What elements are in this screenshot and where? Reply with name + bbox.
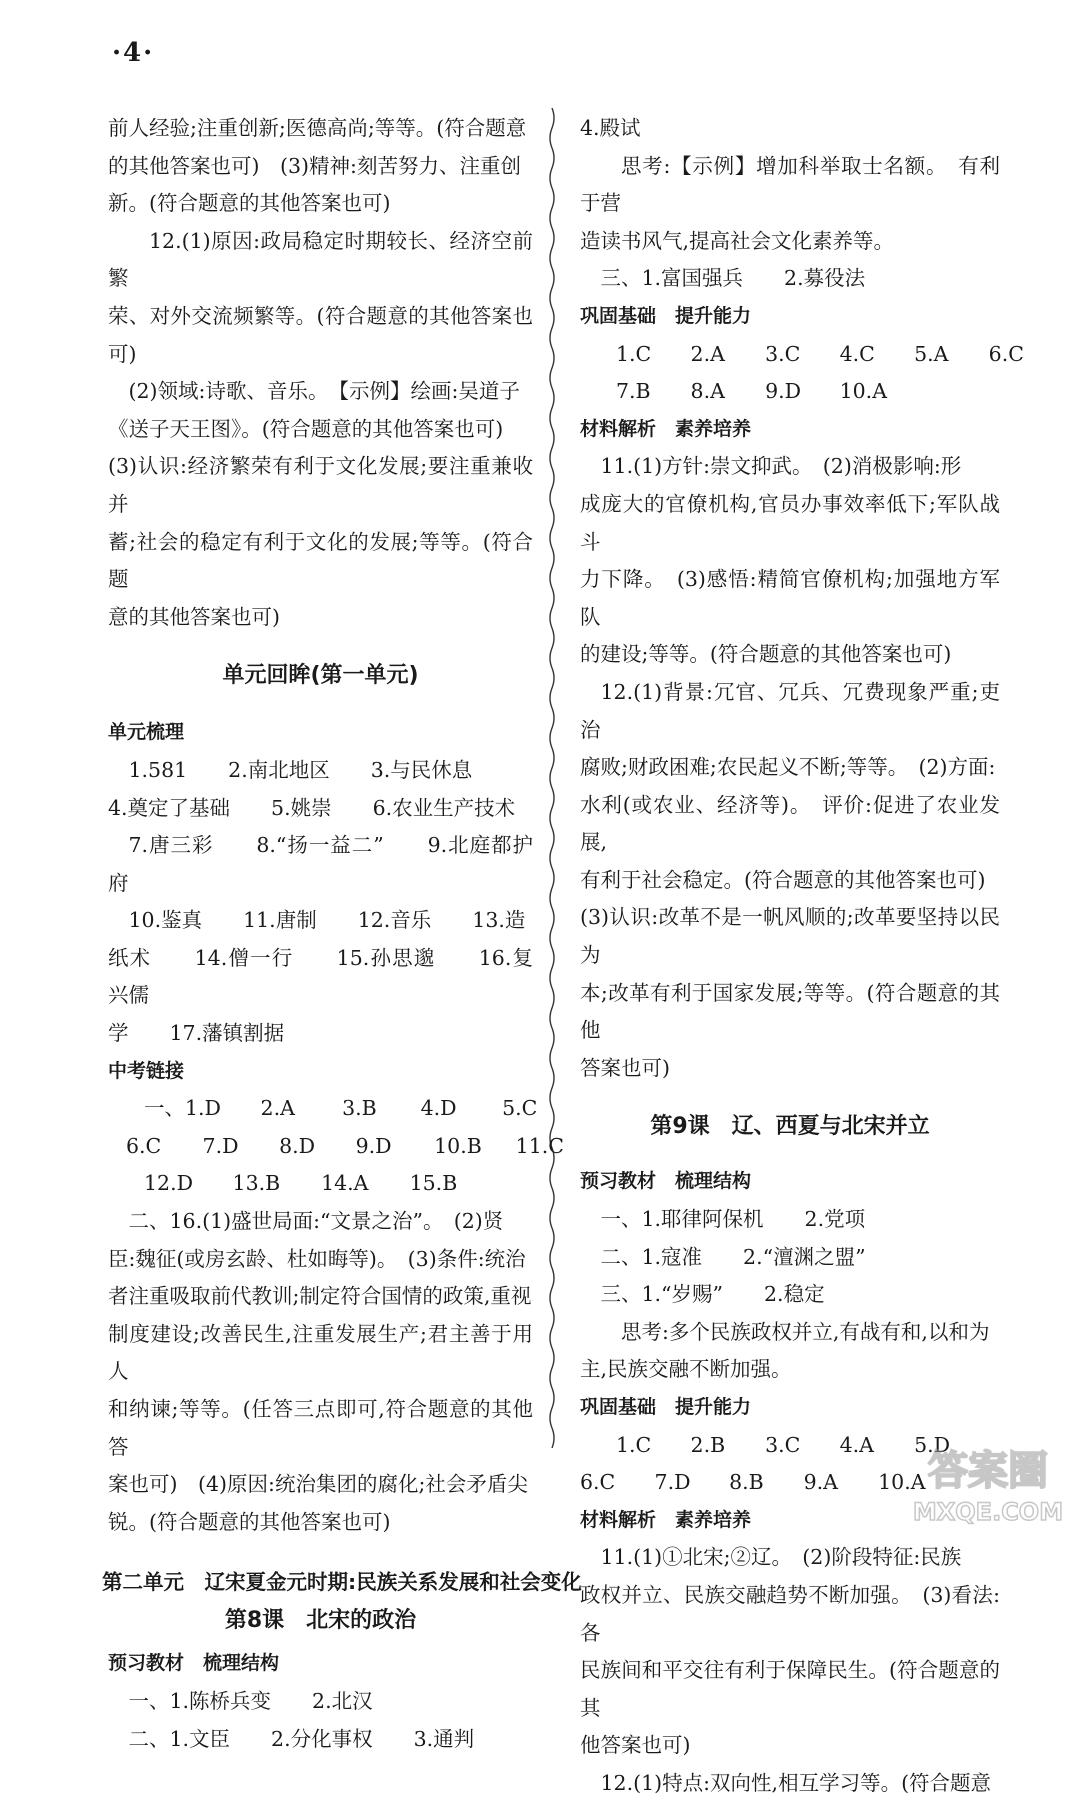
answer-item: 3.C [765, 341, 801, 366]
answer-line: 一、1.耶律阿保机 2.党项 [600, 1207, 866, 1232]
answer-item: 2.B [690, 1432, 726, 1457]
answer-line: (3)认识:经济繁荣有利于文化发展;要注重兼收并 [108, 454, 533, 516]
answer-item: 3.C [765, 1432, 801, 1457]
answer-item: 15.B [409, 1171, 458, 1196]
answer-item: 7.D [202, 1133, 239, 1158]
answer-item: 4.A [839, 1432, 874, 1457]
section-heading: 预习教材 梳理结构 [580, 1170, 752, 1193]
answer-item: 4.D [420, 1096, 457, 1121]
answer-item: 10.A [878, 1470, 926, 1495]
answer-row [108, 1090, 538, 1128]
answer-item: 10.A [839, 379, 887, 404]
answer-item: 8.D [279, 1133, 316, 1158]
answer-item: 7.B [616, 379, 651, 404]
answer-item: 6.C [580, 1470, 616, 1495]
answer-line: 一、1.陈桥兵变 2.北汉 [128, 1688, 373, 1713]
answer-line: 三、1.“岁赐” 2.稳定 [600, 1282, 825, 1307]
section-heading: 巩固基础 提升能力 [580, 304, 752, 327]
answer-line: 制度建设;改善民生,注重发展生产;君主善于用人 [108, 1321, 533, 1384]
watermark-icon [900, 1440, 1075, 1530]
answer-line: 本;改革有利于国家发展;等等。(符合题意的其他 [580, 980, 1000, 1043]
text-line: 前人经验;注重创新;医德高尚;等等。(符合题意 [108, 116, 527, 140]
answer-line: 主,民族交融不断加强。 [580, 1357, 792, 1382]
lesson-title: 第8课 北宋的政治 [224, 1608, 417, 1634]
answer-line: 纸术 14.僧一行 15.孙思邈 16.复兴儒 [108, 945, 533, 1008]
section-heading: 材料解析 素养培养 [580, 417, 752, 440]
page-number: ·4· [112, 38, 155, 68]
text-line: 的其他答案也可) (3)精神:刻苦努力、注重创 [108, 153, 521, 178]
answer-item: 2.A [690, 341, 725, 366]
answer-line: 政权并立、民族交融趋势不断加强。 (3)看法:各 [580, 1582, 1000, 1645]
answer-item: 5.A [914, 341, 949, 366]
answer-line: 者注重吸取前代教训;制定符合国情的政策,重视 [108, 1284, 532, 1309]
answer-line: 4.奠定了基础 5.姚崇 6.农业生产技术 [108, 795, 516, 820]
answer-line: (2)领域:诗歌、音乐。 【示例】绘画:吴道子 [128, 379, 520, 404]
answer-line: 答案也可) [580, 1055, 670, 1080]
answer-line: 力下降。 (3)感悟:精简官僚机构;加强地方军队 [580, 567, 1000, 629]
answer-line: 臣:魏征(或房玄龄、杜如晦等)。 (3)条件:统治 [108, 1246, 526, 1271]
answer-line: 12.(1)特点:双向性,相互学习等。(符合题意 [600, 1770, 992, 1795]
answer-line: 锐。(符合题意的其他答案也可) [108, 1509, 391, 1534]
answer-line: 11.(1)方针:崇文抑武。 (2)消极影响:形 [600, 454, 962, 479]
section-heading: 巩固基础 提升能力 [580, 1396, 752, 1418]
answer-line: 蓄;社会的稳定有利于文化的发展;等等。(符合题 [108, 529, 533, 592]
section-heading: 单元梳理 [108, 721, 185, 744]
svg-text:答案圈: 答案圈 [928, 1448, 1048, 1494]
answer-item: 10.B [434, 1133, 482, 1158]
unit-title: 第二单元 辽宋夏金元时期:民族关系发展和社会变化 [102, 1570, 582, 1595]
answer-line: 三、1.富国强兵 2.募役法 [600, 266, 866, 291]
answer-line: 12.(1)背景:冗官、冗兵、冗费现象严重;吏治 [580, 679, 1000, 742]
answer-line: 成庞大的官僚机构,官员办事效率低下;军队战斗 [580, 491, 1000, 554]
answer-line: 10.鉴真 11.唐制 12.音乐 13.造 [128, 908, 526, 933]
answer-item: 8.A [690, 379, 725, 404]
answer-item: 12.D [144, 1171, 194, 1196]
answer-item: 1.C [616, 341, 652, 366]
answer-row [580, 373, 1000, 411]
answer-item: 6.C [988, 341, 1024, 366]
answer-line: 二、1.寇准 2.“澶渊之盟” [600, 1244, 866, 1269]
answer-line: 《送子天王图》。(符合题意的其他答案也可) [108, 416, 504, 441]
left-column [102, 110, 582, 1758]
answer-item: 9.D [765, 379, 802, 404]
answer-line: 水利(或农业、经济等)。 评价:促进了农业发展, [580, 792, 1000, 855]
answer-line: 腐败;财政困难;农民起义不断;等等。 (2)方面: [580, 755, 996, 780]
answer-line: 造读书风气,提高社会文化素养等。 [580, 228, 895, 253]
answer-item: 6.C [126, 1133, 162, 1158]
text-line: 新。(符合题意的其他答案也可) [108, 191, 391, 216]
answer-line: 意的其他答案也可) [108, 604, 280, 629]
unit-review-title: 单元回眸(第一单元) [222, 663, 419, 689]
answer-item: 4.C [839, 341, 875, 366]
answer-item: 9.D [355, 1133, 392, 1158]
answer-line: 4.殿试 [580, 116, 641, 140]
answer-item: 11.C [515, 1133, 564, 1158]
answer-item: 14.A [321, 1171, 369, 1196]
answer-line: 思考:多个民族政权并立,有战有和,以和为 [621, 1319, 990, 1344]
answer-item: 3.B [342, 1096, 377, 1121]
answer-line: 案也可) (4)原因:统治集团的腐化;社会矛盾尖 [108, 1472, 528, 1497]
answer-line: 的建设;等等。(符合题意的其他答案也可) [580, 642, 952, 667]
section-heading: 材料解析 素养培养 [580, 1508, 752, 1531]
section-heading: 中考链接 [108, 1059, 185, 1082]
watermark-logo [900, 1440, 1075, 1530]
answer-line: 民族间和平交往有利于保障民生。(符合题意的其 [580, 1658, 1000, 1720]
answer-line: 荣、对外交流频繁等。(符合题意的其他答案也可) [108, 303, 533, 366]
answer-line: 12.(1)原因:政局稳定时期较长、经济空前繁 [108, 228, 533, 291]
answer-item: 13.B [232, 1171, 281, 1196]
lesson-title: 第9课 辽、西夏与北宋并立 [650, 1114, 930, 1140]
answer-item: 一、1.D [144, 1096, 221, 1121]
answer-row [108, 1165, 533, 1203]
answer-item: 1.C [616, 1432, 652, 1457]
answer-line: (3)认识:改革不是一帆风顺的;改革要坚持以民为 [580, 905, 1000, 968]
svg-text:MXQE.COM: MXQE.COM [912, 1498, 1064, 1526]
answer-line: 11.(1)①北宋;②辽。 (2)阶段特征:民族 [600, 1545, 962, 1570]
column-divider [548, 108, 556, 1448]
answer-line: 1.581 2.南北地区 3.与民休息 [128, 757, 473, 782]
answer-line: 二、1.文臣 2.分化事权 3.通判 [128, 1726, 475, 1751]
answer-line: 7.唐三彩 8.“扬一益二” 9.北庭都护府 [108, 833, 533, 895]
answer-line: 学 17.藩镇割据 [108, 1021, 285, 1046]
answer-line: 有利于社会稳定。(符合题意的其他答案也可) [580, 867, 986, 892]
answer-item: 9.A [803, 1470, 838, 1495]
answer-item: 7.D [654, 1470, 691, 1495]
answer-line: 他答案也可) [580, 1733, 691, 1758]
answer-item: 5.C [502, 1096, 538, 1121]
answer-line: 二、16.(1)盛世局面:“文景之治”。 (2)贤 [128, 1209, 504, 1234]
right-column [580, 110, 1024, 1803]
answer-row [108, 1128, 564, 1166]
section-heading: 预习教材 梳理结构 [108, 1652, 280, 1675]
answer-item: 2.A [260, 1096, 295, 1121]
answer-row [580, 336, 1024, 374]
answer-line: 和纳谏;等等。(任答三点即可,符合题意的其他答 [108, 1397, 533, 1459]
answer-item: 8.B [729, 1470, 764, 1495]
answer-item: 5.D [914, 1432, 951, 1457]
answer-line: 思考:【示例】增加科举取士名额。 有利于营 [580, 153, 1000, 216]
